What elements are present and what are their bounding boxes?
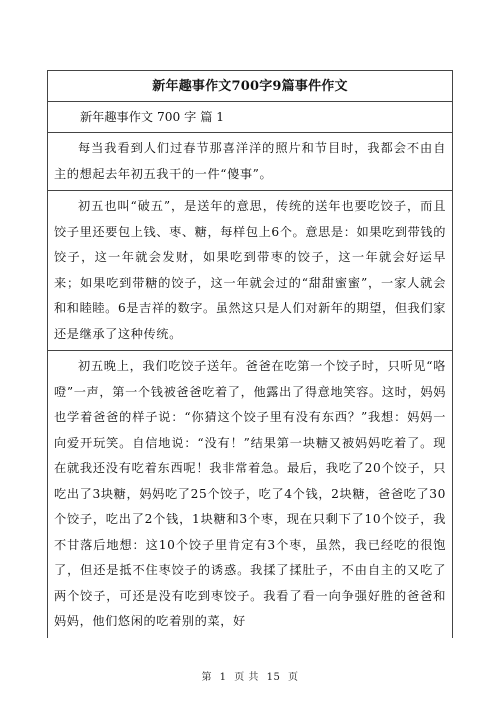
footer-suffix: 页 <box>288 672 299 683</box>
page-footer <box>0 668 500 683</box>
footer-mid: 页 共 <box>234 672 259 683</box>
document-title: 新年趣事作文700字9篇事件作文 <box>48 71 452 102</box>
footer-total-pages: 15 <box>266 672 281 683</box>
section-heading: 新年趣事作文 700 字 篇 1 <box>48 102 452 133</box>
footer-prefix: 第 <box>201 672 212 683</box>
paragraph-2 <box>48 191 452 351</box>
paragraph-1 <box>48 133 452 191</box>
paragraph-text: 初五晚上，我们吃饺子送年。爸爸在吃第一个饺子时，只听见“咯噔”一声，第一个钱被爸爸吃着了，他露出了得意地笑容。这时，妈妈也学着爸爸的样子说：“你猜这个饺子里有没有东西？”我想：妈妈一向爱开玩笑。自信地说：“没有！”结果第一块糖又被妈妈吃着了。现在就我还没有吃着东西呢！我非常着急。最后，我吃了20个饺子，只吃出了3块糖，妈妈吃了25个饺子，吃了4个钱，2块糖，爸爸吃了30个饺子，吃出了2个钱，1块糖和3个枣，现在只剩下了10个饺子，我不甘落后地想：这10个饺子里肯定有3个枣，虽然，我已经吃的很饱了，但还是抵不住枣饺子的诱惑。我揉了揉肚子，不由自主的又吃了两个饺子，可还是没有吃到枣饺子。我看了看一向争强好胜的爸爸和妈妈，他们悠闲的吃着别的菜，好 <box>54 359 446 628</box>
paragraph-text: 初五也叫“破五”，是送年的意思，传统的送年也要吃饺子，而且饺子里还要包上钱、枣、糖，每样包上6个。意思是：如果吃到带钱的饺子，这一年就会发财，如果吃到带枣的饺子，这一年就会好运早来；如果吃到带糖的饺子，这一年就会过的“甜甜蜜蜜”，一家人就会和和睦睦。6是吉祥的数字。虽然这只是人们对新年的期望，但我们家还是继承了这种传统。 <box>54 199 446 341</box>
footer-page-number: 1 <box>219 672 227 683</box>
document-frame <box>47 70 453 638</box>
paragraph-text: 每当我看到人们过春节那喜洋洋的照片和节目时，我都会不由自主的想起去年初五我干的一件“傻事”。 <box>54 141 446 181</box>
paragraph-3 <box>48 351 452 638</box>
